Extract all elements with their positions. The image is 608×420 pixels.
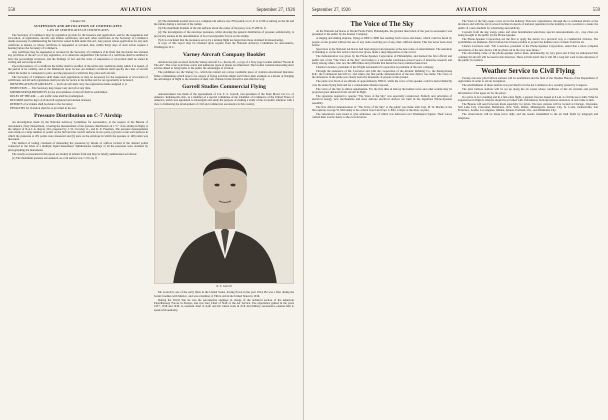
- list-item: RULES OF THE AIR. — Air traffic rules shall be promulgated.: [10, 93, 84, 98]
- list-item: RECORDS shall be kept of all aircraft registered and airmen licensed.: [10, 97, 92, 102]
- left-column-2: [154, 20, 294, 418]
- paragraph: A copy of this report may be obtained upon request from the National Advisory Committee for Aeronautics, Washington, D.C.: [154, 41, 294, 49]
- section-head: SUSPENSION AND REVOCATION OF CERTIFICATES: [34, 23, 122, 28]
- paragraph: Twenty-one new pilot balloon stations will be established and the field of the Weather Bureau of the Department of Agriculture in order to aid air navigation.: [458, 76, 598, 84]
- paragraph: Upon the issuance of a certificate the holder shall be notified of the terms and conditions under which it is issued, of the period of its validity, and of the limitations upon its use. An airman's certificate shall specify the class of aircraft which the holder is competent to pilot, and the purposes for which he may pilot such aircraft.: [8, 64, 148, 75]
- paragraph: The voice of the Sky is almost superhuman. For the first time in history the human voice and other sounds may be projected great distances from aircraft in flight.: [312, 86, 452, 94]
- paragraph: (2) The maximum normal force on a complete tail surface was 700 pounds at a C.P. of 0.330 occurring on the fin and the rudder during a reversal of the rudder.: [154, 20, 294, 27]
- right-column-1: [312, 20, 452, 418]
- section-divider: [476, 65, 580, 66]
- left-page-number: 558: [8, 8, 16, 13]
- photo-caption: E. S. Gorrell: [216, 283, 232, 288]
- left-column-1: [8, 20, 148, 418]
- left-date: September 27, 1926: [256, 8, 295, 13]
- paragraph: During the World War he was the aeronautical engineer in charge of the technical section of the American Expeditionary Forces in Europe, and was later Chief of Staff of the Air Service. The experience gained in the years 1917, 1918 and 1919, as assistant chief of staff, and his varied work in civil and military aeronautics, enables him to speak with authority.: [154, 297, 294, 312]
- paragraph: Concerts from the sky, songs, piano and other instrumental selections, special announcements, etc., over cities are being brought to the public by the Phone-Speaker.: [458, 29, 598, 37]
- right-date: September 27, 1926: [312, 8, 351, 13]
- paragraph: Spectators at the National Air Races had been enjoyed and pleasure at the new tones of entertainment. The sensation of listening to on the first aerial concert ever given, made a deep impression on the crowd.: [312, 46, 452, 55]
- paragraph: The establishment of these stations was provided for in the Air Commerce Act, recently passed by Congress.: [462, 83, 588, 88]
- paragraph: Charles Lawrence, president of the Wright Aeronautical Corporation is president of the new company.: [316, 64, 435, 69]
- paragraph: Any certificate may be suspended or revoked by the Secretary of Commerce if he finds that the holder has violated any provision of the Act or of any regulation, or is otherwise unqualified. The holder of a certificate shall be entitled to have the proceedings reviewed, and the findings of fact and the order of suspension or revocation shall be stated in writing and served upon him.: [8, 50, 148, 65]
- list-item: PENALTIES for violation shall be as provided in the Act.: [10, 105, 77, 110]
- right-journal-title: AVIATION: [455, 7, 488, 13]
- varney-article-title: Varney Aircraft Company Booklet: [182, 52, 266, 59]
- paragraph: The Secretary of Commerce shall make such regulations as may be necessary for the suspension or revocation of certificates, and all such regulations shall provide for notice to the holder and for an opportunity to be heard.: [8, 74, 148, 83]
- list-item: MINIMUM REQUIREMENTS for the airworthiness of aircraft shall be established.: [10, 89, 108, 94]
- pressure-article-title: Pressure Distribution on C-7 Airship: [34, 112, 122, 119]
- paragraph: (3) The maximum moment of the tail surfaces about the center of buoyancy was 37,280 lb. ft.: [158, 26, 267, 31]
- right-column-2: [458, 20, 598, 418]
- paragraph: The Bureau will send forecasts made especially for pilots. The new stations will be located at Chicago, Cheyenne, Salt Lake City, Cleveland, Bellefonte, New York, Dallas, Minneapolis, Kansas City, St. Louis, Jacksonville, San Francisco, Seattle, Los Angeles, Omaha, Atlanta, Portland, Ore., and Oklahoma City.: [458, 101, 598, 113]
- right-page: [304, 0, 608, 420]
- paragraph: Aviation has just received from the Varney Aircraft Co., Peoria, Ill., a copy of a forty page booklet entitled "Peoria In The Air". The cover is in three colors and numerous types of planes are illustrated. The booklet contains interesting short articles aimed to bring home to the public the advantages of aviation.: [154, 59, 294, 71]
- paragraph: The observations will be made twice daily, and the results transmitted to the air mail fields by telegraph and telephone.: [458, 112, 598, 120]
- right-page-number: 559: [592, 8, 600, 13]
- paragraph: The pilot balloon stations will be set up along the air routes where conditions of the air currents and provide information of the upper air for the pilots.: [458, 87, 598, 95]
- paragraph: A singing and talking airplane, flying at 2000 to 3000 feet sending forth voices and music, which could be heard by people on the ground without the use of any radio receiving set of any other artificial means. This has never been done before.: [312, 36, 452, 47]
- paragraph: An investigation made by the National Advisory Committee for Aeronautics, at the request of the Bureau of Aeronautics, Navy Department, covering the measurement of the pressure distribution on a "C" class airship in flight, is the subject of N.A.C.A. Report 223, prepared by J. W. Crowley, Jr., and K. E. Freeman. The pressure measurements were made at a large number of points on the hull and the control surfaces in two parts, (a) tests on the well surfaces in which the pressures at 201 points were measured and (b) tests on the envelope in which the pressure at 148 points was measured.: [8, 120, 148, 142]
- paragraph: The Voice of the Sky opens a new era in the industry. This new organization, through the co-ordinated efforts of the inventors and with the aid of several technical experts of national reputation in the industry, is in a position to assure the public of a new medium for advertising and publicity.: [458, 20, 598, 30]
- paragraph: The plane was flown at an altitude of approximately 3000 ft. while the voice of the speaker could be heard distinctly over the entire flying field and for a considerable distance beyond.: [312, 79, 452, 87]
- right-running-head: [312, 7, 600, 16]
- paragraph: The Phone-Speaker Corporation are the first to apply the device in a practical way to commercial aviation. The possibilities are immense. Never before has it been possible to project the human voice or music from the air.: [458, 36, 598, 45]
- paragraph: Through the assistance of Mr. Lawrence and with the cooperation of the Atlantic Refining Co., the Pennsylvania R.R., the Continental Aircraft Co. and others, the first public demonstration of the new device was made. The voice of the announcer in the plane was clearly heard by thousands of people on the ground.: [312, 68, 452, 80]
- paragraph: (1) The maximum pressure encountered on a tail surface was 7.1 lb./sq. ft.: [12, 155, 98, 160]
- gorrell-article-title: Gorrell Studies Commercial Flying: [182, 84, 266, 91]
- sub-head: LAW OF CERTIFICATES OF CERTIFICATES: [47, 28, 109, 33]
- weather-article-title: Weather Service to Civil Flying: [481, 67, 575, 75]
- paragraph: The Secretary of Commerce may by regulation provide for the issuance and registration, and for the suspension and revocation, of registration, aircraft, and airman certificates, and such other certificates as the Secretary of Commerce deems necessary in administering the functions vested in him under this Act. Any person whose application for any such certificate is denied, or whose certificate is suspended or revoked, may within thirty days of such action request a hearing before the Secretary of Commerce.: [8, 32, 148, 51]
- paragraph: The results as presented in this report are mainly in tabular form and may be briefly summarized as follows:: [12, 151, 137, 156]
- chapter-head: Chapter III.: [70, 20, 86, 23]
- list-item: INSPECTION. — The Secretary may inspect any aircraft at any time.: [10, 85, 91, 90]
- left-running-head: [8, 7, 295, 16]
- paragraph: Announcement was made of the appointment of Col. E. S. Gorrell, vice-president of the Stutz Motor Car Co. of America, Indianapolis, Ind., as a member of a special committee of the Chamber of Commerce of the United States of America, which was appointed to investigate and study the purpose of making a study of the economic situation with a view to furthering the development of civil and commercial aeronautics in this country.: [154, 91, 294, 106]
- left-journal-title: AVIATION: [120, 7, 152, 13]
- paragraph: Charles Lawrence said: "Mr. Lawrence, president of the Phone-Speaker Corporation, stated that a more complete description of the new device will be given out in the very near future.": [458, 44, 598, 52]
- paragraph: (5) It is concluded that the pressures set up by a turning flight are larger than those obtained in maneuvering.: [158, 37, 284, 42]
- list-item: IDENTIFICATION OF AIRCRAFT. — Each aircraft shall carry the registration marks assigned to it.: [10, 81, 128, 86]
- paragraph: In a place is not a landing and in a first-class flight, a general forecast issued at 6 a.m. is of little use to him. What he experiences in flight is what he should be provided with. Information from the balloon stations is of real value to him.: [458, 94, 598, 102]
- paragraph: The first official demonstration of "The Voice of the Sky" to the public was made with Capt. H. W. Mackie at the microphone, George W. McCauley at the control board and Capt. C.B.D. Collyer at the stick, as pilot.: [312, 104, 452, 112]
- voice-article-title: The Voice of The Sky: [350, 20, 414, 28]
- paragraph: The method of testing consisted of measuring the pressures by means of orifices located at the desired points connected to the tubes of a multiple liquid manometer. Simultaneous readings of all the pressures were obtained by photographing the manometer.: [8, 141, 148, 152]
- portrait-photo: [154, 108, 294, 284]
- paragraph: The publishers are the Varney Co., which has turned out a most creditable piece of aviation educational literature. Other communities which hope to be centers of flying activities might well follow their example as a means of bringing the advantages of flight to the attention of their own citizens in this attractive and effective way.: [154, 70, 294, 81]
- portrait-illustration: [155, 109, 294, 284]
- paragraph: The advertising value of the phone-speaker device must, undoubtedly, be very great and it may be anticipated that commercial aircraft will be used in this direction. There is little doubt that it will fill a long felt want in the education of the public in aviation.: [458, 51, 598, 63]
- paragraph: The demonstration was given by the Phone-Speaker Corporation of Philadelphia, and marked the first official and public test of the "The Voice of the Sky" and brings to a successful conclusion several years of intensive research and study among others, who saw the difficulties and problems that heretofore have remained unsolved.: [312, 54, 452, 65]
- paragraph: At the National Air Races at Model Farms Field, Philadelphia, the greatest innovation of the year in aeronautics was presented to the public by the Kreiser Company.: [312, 29, 452, 37]
- paragraph: Mr. Gorrell is one of the early fliers in the United States, having flown in the year 1914. He was a flier during the border troubles with Mexico, and was a member of Villa's raid in the United States in 1916.: [154, 290, 294, 298]
- list-item: REPORTS of accidents shall be made to the Secretary.: [10, 101, 74, 106]
- paragraph: The announcers were heard to give addresses, one of which was delivered over Washington Square. Their voices carried their words clearly to the crowds below.: [312, 111, 452, 120]
- paragraph: The apparatus required to operate "The Voice of the Sky" was especially constructed. Entirely new principles of electrical energy, new mechanisms and most delicate electrical devices are built in the ingenious Phone-Speaker assembly.: [312, 93, 452, 105]
- paragraph: (4) The investigation of the envelope pressures, while showing the general distribution of pressure satisfactorily, is practically useless in the determination of local aerodynamic forces on the airship.: [154, 30, 294, 38]
